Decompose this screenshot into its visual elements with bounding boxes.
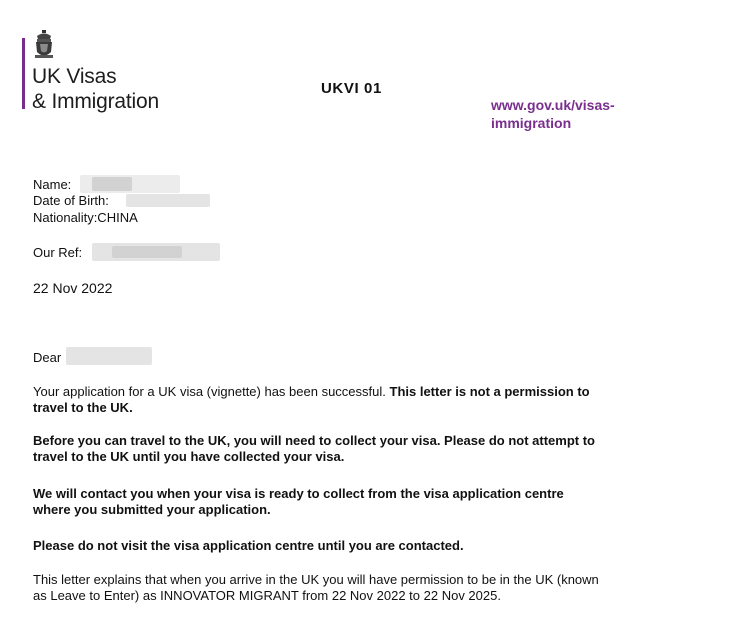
redacted-reference: [92, 243, 220, 261]
logo-text-line2: & Immigration: [32, 90, 159, 113]
paragraph-2-line1: Before you can travel to the UK, you will need to collect your visa. Please do not attempt to: [33, 433, 596, 448]
paragraph-3-line2: where you submitted your application.: [33, 502, 271, 517]
nationality-line: Nationality:CHINA: [33, 210, 138, 225]
paragraph-1-normal: Your application for a UK visa (vignette) has been successful.: [33, 384, 390, 399]
royal-crest-icon: [33, 30, 55, 60]
name-label: Name:: [33, 177, 72, 192]
redacted-dob: [126, 194, 210, 207]
paragraph-3-line1: We will contact you when your visa is ready to collect from the visa application centre: [33, 486, 564, 501]
paragraph-5: [33, 572, 713, 604]
paragraph-4: Please do not visit the visa application centre until you are contacted.: [33, 538, 464, 553]
form-code: UKVI 01: [321, 80, 382, 97]
website-link-line2[interactable]: immigration: [491, 115, 572, 131]
dob-label: Date of Birth:: [33, 193, 109, 208]
paragraph-1-bold-line2: travel to the UK.: [33, 400, 133, 415]
salutation: Dear: [33, 350, 62, 365]
paragraph-5-line2: as Leave to Enter) as INNOVATOR MIGRANT from 22 Nov 2022 to 22 Nov 2025.: [33, 588, 501, 603]
redacted-name: [80, 175, 180, 193]
redacted-name-blur: [92, 177, 132, 191]
redacted-reference-blur: [112, 246, 182, 258]
website-link-line1[interactable]: www.gov.uk/visas-: [491, 97, 615, 113]
paragraph-3: [33, 486, 713, 518]
paragraph-1: [33, 384, 713, 416]
paragraph-1-bold: This letter is not a permission to: [389, 384, 590, 399]
paragraph-2: [33, 433, 713, 465]
letter-date: 22 Nov 2022: [33, 280, 113, 296]
paragraph-5-line1: This letter explains that when you arrive in the UK you will have permission to be in the UK (known: [33, 572, 599, 587]
paragraph-2-line2: travel to the UK until you have collected your visa.: [33, 449, 345, 464]
reference-label: Our Ref:: [33, 245, 83, 260]
logo-accent-bar: [22, 38, 25, 109]
redacted-addressee: [66, 347, 152, 365]
logo-text-line1: UK Visas: [32, 65, 117, 88]
